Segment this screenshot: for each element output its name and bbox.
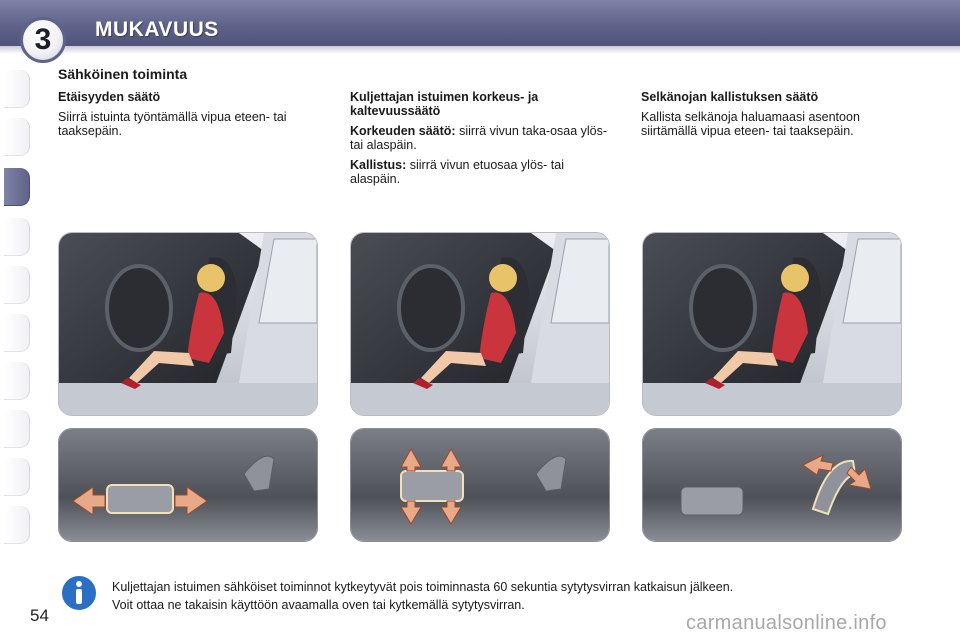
- column-height-tilt: [350, 90, 612, 192]
- chapter-tab[interactable]: [4, 118, 30, 156]
- seat-switch: [681, 487, 743, 515]
- chapter-tab-active[interactable]: [4, 168, 30, 206]
- seat-switch: [107, 485, 173, 513]
- seat-photo-distance: [58, 232, 318, 416]
- seat-photo-height-tilt: [350, 232, 610, 416]
- column-heading: Etäisyyden säätö: [58, 90, 161, 104]
- watermark: carmanualsonline.info: [686, 612, 887, 634]
- height-text: siirrä vivun taka-osaa ylös- tai alaspäin.: [350, 124, 608, 152]
- column-backrest: [641, 90, 906, 144]
- chapter-tab-rail: [0, 60, 34, 580]
- column-heading: Kuljettajan istuimen korkeus- ja kaltevuussäätö: [350, 90, 539, 118]
- chapter-tab[interactable]: [4, 506, 30, 544]
- page-number: 54: [30, 606, 49, 625]
- control-detail-backrest: [642, 428, 902, 542]
- column-text: Siirrä istuinta työntämällä vipua eteen- tai taaksepäin.: [58, 110, 287, 138]
- subheading: Sähköinen toiminta: [58, 66, 188, 82]
- chapter-tab[interactable]: [4, 70, 30, 108]
- chapter-tab[interactable]: [4, 362, 30, 400]
- height-paragraph: [350, 124, 612, 152]
- control-detail-height-tilt: [350, 428, 610, 542]
- info-icon: [60, 574, 98, 612]
- column-heading: Selkänojan kallistuksen säätö: [641, 90, 819, 104]
- chapter-tab[interactable]: [4, 218, 30, 256]
- chapter-badge: 3: [20, 17, 66, 63]
- chapter-tab[interactable]: [4, 458, 30, 496]
- column-distance: [58, 90, 320, 144]
- tilt-paragraph: [350, 158, 612, 186]
- chapter-tab[interactable]: [4, 314, 30, 352]
- info-line-1: Kuljettajan istuimen sähköiset toiminnot kytkeytyvät pois toiminnasta 60 sekuntia sytytysvirran katkaisun jälkeen.: [112, 580, 734, 594]
- seat-switch: [401, 471, 463, 501]
- height-label: Korkeuden säätö:: [350, 124, 456, 138]
- section-title: MUKAVUUS: [95, 18, 219, 41]
- tilt-text: siirrä vivun etuosaa ylös- tai alaspäin.: [350, 158, 564, 186]
- info-line-2: Voit ottaa ne takaisin käyttöön avaamalla oven tai kytkemällä sytytysvirran.: [112, 598, 525, 612]
- header-shadow: [0, 46, 960, 54]
- seat-photo-backrest: [642, 232, 902, 416]
- info-note: [112, 578, 912, 614]
- column-text: Kallista selkänoja haluamaasi asentoon siirtämällä vipua eteen- tai taaksepäin.: [641, 110, 860, 138]
- chapter-tab[interactable]: [4, 410, 30, 448]
- tilt-label: Kallistus:: [350, 158, 407, 172]
- chapter-tab[interactable]: [4, 266, 30, 304]
- control-detail-distance: [58, 428, 318, 542]
